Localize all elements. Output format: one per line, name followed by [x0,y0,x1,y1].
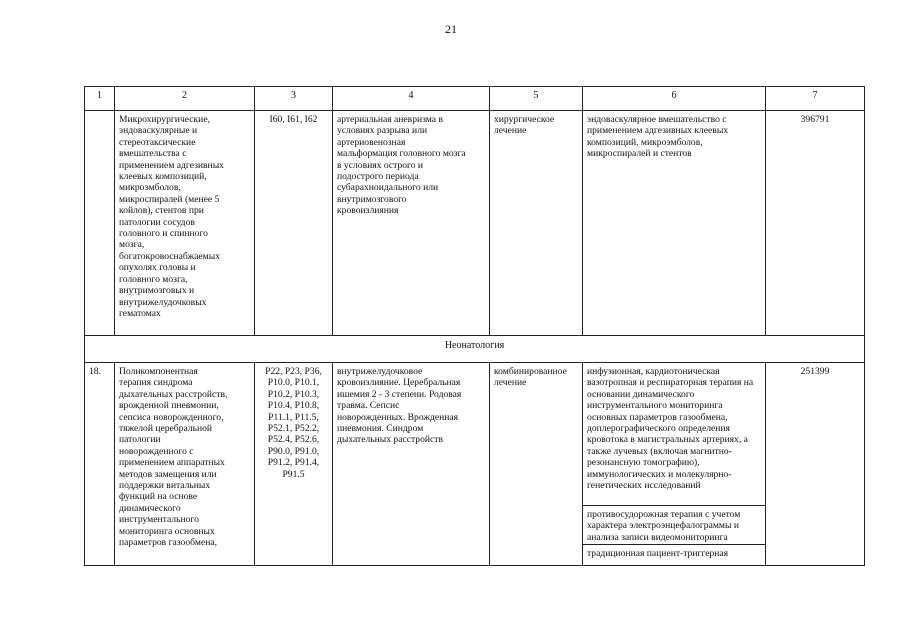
price: 251399 [766,363,865,566]
icd-codes: I60, I61, I62 [255,111,333,336]
service-name: Поликомпонентная терапия синдрома дыхательных расстройств, врожденной пневмонии, сепсиса новорожденного, тяжелой церебральной патологии новорожденного с применением аппаратных методов замещения или поддержки витальных функций на основе динамического инструментального мониторинга основных параметров газообмена, [115,363,255,566]
column-number-row [85,87,865,111]
treatment-type: комбинированное лечение [490,363,583,566]
section-header-row [85,336,865,363]
patient-model: внутрижелудочковое кровоизлияние. Церебральная ишемия 2 - 3 степени. Родовая травма. Сепсис новорожденных. Врожденная пневмония. Синдром дыхательных расстройств [333,363,490,566]
page-number: 21 [445,22,457,36]
column-number: 6 [583,87,766,111]
column-number: 1 [85,87,115,111]
treatment-type: хирургическое лечение [490,111,583,336]
icd-codes: P22, P23, P36, P10.0, P10.1, P10.2, P10.3, P10.4, P10.8, P11.1, P11.5, P52.1, P52.2, P52.4, P52.6, P90.0, P91.0, P91.2, P91.4, P91.5 [255,363,333,566]
patient-model: артериальная аневризма в условиях разрыва или артериовенозная мальформация головного мозга в условиях острого и подострого периода субарахноидального или внутримозгового кровоизлияния [333,111,490,336]
column-number: 7 [766,87,865,111]
treatment-method: традиционная пациент-триггерная [587,548,729,559]
column-number: 4 [333,87,490,111]
row-number [85,111,115,336]
price: 396791 [766,111,865,336]
table-row [85,111,865,336]
row-number: 18. [85,363,115,566]
treatment-method: инфузионная, кардиотоническая вазотропная и респираторная терапия на основании динамического инструментального мониторинга основных параметров газообмена, доплерографического определения кровотока в магистральных артериях, а также лучевых (включая магнитно- резонансную томографию), иммунологических и молекулярно- генетических исследований [583,363,765,506]
service-name: Микрохирургические, эндоваскулярные и стереотаксические вмешательства с применением адгезивных клеевых композиций, микроэмболов, микроспиралей (менее 5 койлов), стентов при патологии сосудов головного и спинного мозга, богатокровоснабжаемых опухолях головы и головного мозга, внутримозговых и внутрижелудочковых гематомах [115,111,255,336]
treatment-method: противосудорожная терапия с учетом характера электроэнцефалограммы и анализа записи видеомониторинга [583,506,765,545]
treatment-method: эндоваскулярное вмешательство с применением адгезивных клеевых композиций, микроэмболов, микроспиралей и стентов [583,111,766,336]
column-number: 3 [255,87,333,111]
section-title: Неонатология [85,336,865,363]
services-table [84,86,865,566]
treatment-methods-cell [583,363,766,566]
column-number: 5 [490,87,583,111]
table-row [85,363,865,566]
column-number: 2 [115,87,255,111]
